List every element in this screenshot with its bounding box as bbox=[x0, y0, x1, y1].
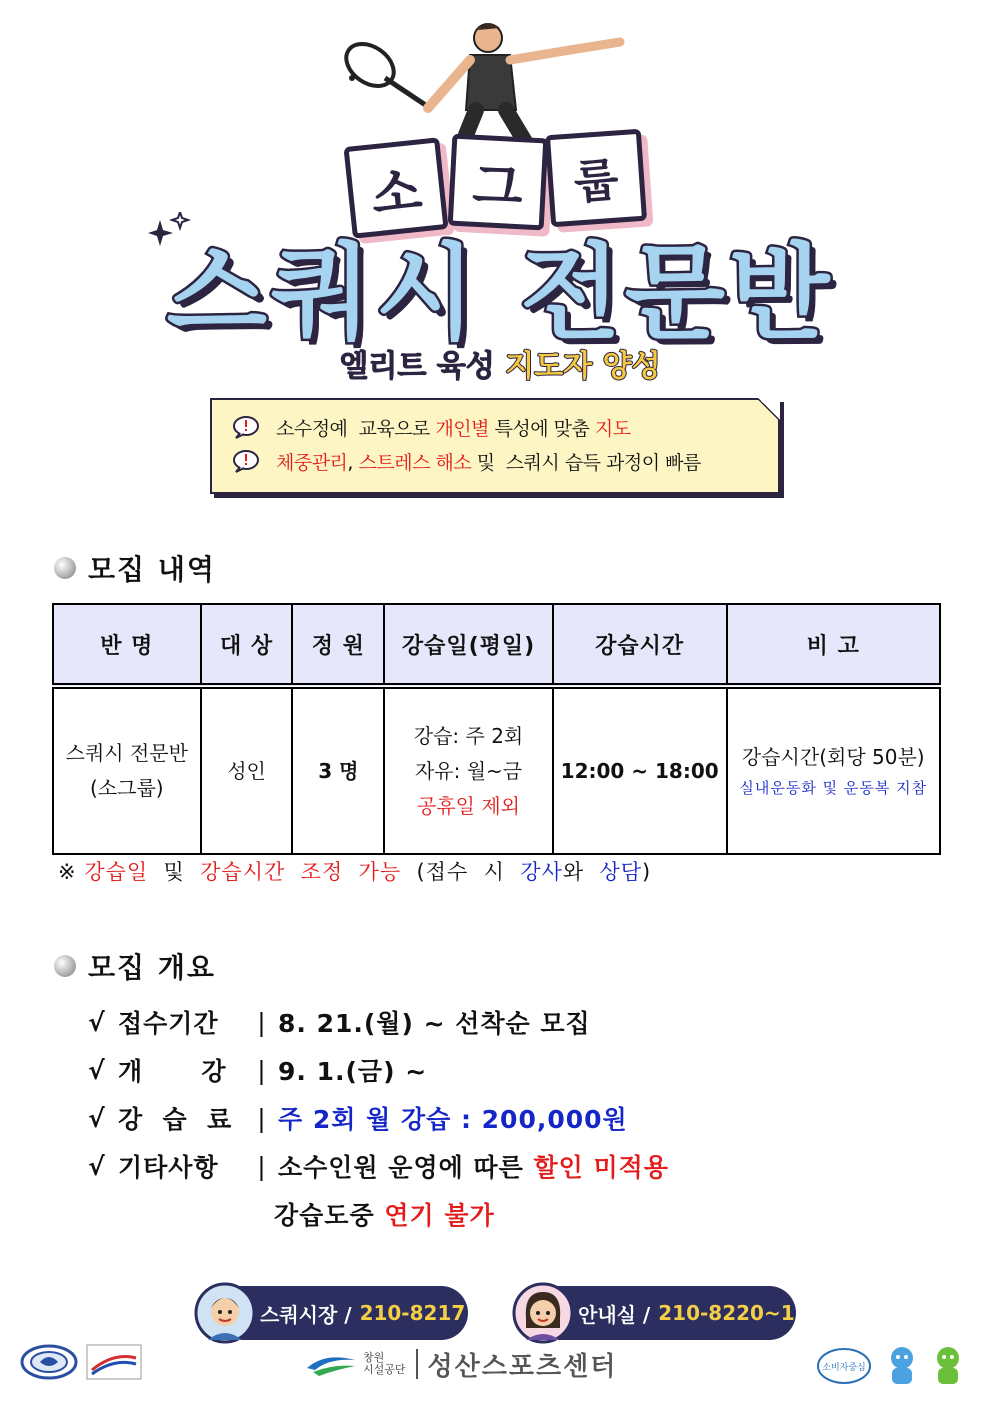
overview-row-fee bbox=[88, 1094, 669, 1142]
cell-target: 성인 bbox=[201, 686, 293, 854]
city-seal-logo bbox=[20, 1344, 78, 1380]
separator: | bbox=[257, 1103, 267, 1133]
center-name: 성산스포츠센터 bbox=[427, 1351, 618, 1382]
cell-class-name bbox=[53, 686, 201, 854]
cell-note bbox=[727, 686, 941, 854]
check-icon: √ bbox=[88, 1103, 106, 1133]
etc-value-2: 강습도중 bbox=[274, 1201, 385, 1230]
header-days: 강습일(평일) bbox=[384, 604, 553, 686]
card-geu: 그 bbox=[448, 134, 549, 231]
etc-value-line-1 bbox=[278, 1148, 669, 1184]
period-label: 접수기간 bbox=[118, 1009, 219, 1038]
note-fold-corner bbox=[758, 398, 780, 420]
speech-bubble-icon bbox=[232, 449, 260, 473]
org-line-2: 시설공단 bbox=[363, 1363, 406, 1376]
fee-label: 강 습 료 bbox=[118, 1105, 233, 1134]
flag-emblem-logo bbox=[86, 1344, 142, 1380]
overview-heading bbox=[54, 946, 216, 986]
text-segment: 특성에 맞춤 bbox=[489, 417, 595, 440]
speech-bubble-icon bbox=[232, 415, 260, 439]
squash-contact-label: 스쿼시장 / bbox=[260, 1302, 352, 1327]
bullet-dot-icon bbox=[54, 955, 76, 977]
text-segment: , bbox=[347, 451, 359, 474]
recruit-heading bbox=[54, 548, 216, 588]
small-group-cards bbox=[340, 128, 660, 248]
recruit-table bbox=[52, 603, 941, 855]
logo-divider bbox=[416, 1349, 418, 1379]
separator: | bbox=[257, 1151, 267, 1181]
consumer-logo-text: 소비자중심 bbox=[822, 1363, 866, 1373]
text-segment: 지도 bbox=[594, 417, 631, 440]
period-value: 8. 21.(월) ~ 선착순 모집 bbox=[278, 1009, 591, 1038]
etc-label: 기타사항 bbox=[118, 1153, 219, 1182]
overview-row-etc bbox=[88, 1142, 669, 1190]
text-segment: 스트레스 해소 bbox=[358, 451, 472, 474]
class-name-line-1: 스쿼시 전문반 bbox=[65, 741, 188, 765]
recruit-heading-text: 모집 내역 bbox=[88, 553, 216, 586]
info-contact-label: 안내실 / bbox=[578, 1302, 651, 1327]
text-segment: ) bbox=[642, 860, 652, 884]
text-segment: 강사 bbox=[520, 860, 563, 884]
days-line-1: 강습: 주 2회 bbox=[413, 723, 524, 748]
overview-row-etc-2 bbox=[88, 1190, 669, 1238]
separator: | bbox=[257, 1007, 267, 1037]
text-segment: ※ bbox=[58, 860, 85, 884]
text-segment: 및 bbox=[148, 860, 201, 884]
text-segment: 개인별 bbox=[435, 417, 490, 440]
etc-value-1-red: 할인 미적용 bbox=[533, 1153, 669, 1182]
etc-value-2-red: 연기 불가 bbox=[384, 1201, 495, 1230]
info-contact-number: 210-8220~1 bbox=[658, 1301, 795, 1325]
check-icon: √ bbox=[88, 1151, 106, 1181]
note-line-2-text bbox=[276, 448, 701, 475]
note-line-2 bbox=[232, 444, 778, 478]
mascot-logos bbox=[816, 1340, 976, 1388]
note-line-1-text bbox=[276, 414, 631, 441]
table-row bbox=[53, 686, 940, 854]
overview-heading-text: 모집 개요 bbox=[88, 951, 216, 984]
etc-value-1: 소수인원 운영에 따른 bbox=[278, 1153, 534, 1182]
squash-court-contact bbox=[200, 1286, 468, 1340]
right-logo-group bbox=[816, 1340, 976, 1388]
table-header-row bbox=[53, 604, 940, 686]
text-segment: 강습일 bbox=[84, 860, 149, 884]
hero-title: 스쿼시 전문반 bbox=[166, 232, 834, 354]
info-desk-contact bbox=[518, 1286, 796, 1340]
text-segment: 상담 bbox=[599, 860, 643, 884]
woman-avatar-icon bbox=[512, 1282, 574, 1344]
open-label: 개 강 bbox=[118, 1057, 227, 1086]
text-segment: (접수 시 bbox=[401, 860, 521, 884]
header-class-name: 반 명 bbox=[53, 604, 201, 686]
tagline-elite: 엘리트 육성 bbox=[339, 349, 495, 384]
man-avatar-icon bbox=[194, 1282, 256, 1344]
hero-tagline bbox=[200, 350, 800, 383]
text-segment: 소수정예 교육으로 bbox=[276, 417, 436, 440]
check-icon: √ bbox=[88, 1007, 106, 1037]
overview-row-open bbox=[88, 1046, 669, 1094]
header-capacity: 정 원 bbox=[292, 604, 384, 686]
header-time: 강습시간 bbox=[553, 604, 727, 686]
swoosh-icon bbox=[305, 1350, 357, 1378]
text-segment: 와 bbox=[562, 860, 600, 884]
note-line-time: 강습시간(회당 50분) bbox=[741, 745, 925, 770]
squash-contact-number: 210-8217 bbox=[359, 1301, 466, 1325]
days-line-2: 자유: 월~금 bbox=[414, 758, 523, 783]
feature-note bbox=[210, 398, 780, 494]
separator: | bbox=[257, 1055, 267, 1085]
cell-days bbox=[384, 686, 553, 854]
tagline-coach: 지도자 양성 bbox=[505, 349, 661, 384]
text-segment: 강습시간 조정 가능 bbox=[200, 860, 402, 884]
days-line-3: 공휴일 제외 bbox=[417, 793, 521, 818]
overview-list bbox=[88, 998, 669, 1238]
header-note: 비 고 bbox=[727, 604, 941, 686]
text-segment: 및 스쿼시 습득 과정이 빠름 bbox=[471, 451, 701, 474]
overview-row-period bbox=[88, 998, 669, 1046]
bullet-dot-icon bbox=[54, 557, 76, 579]
schedule-footnote bbox=[58, 856, 651, 886]
cell-time: 12:00 ~ 18:00 bbox=[553, 686, 727, 854]
card-rup: 룹 bbox=[545, 129, 647, 227]
fee-value: 주 2회 월 강습 : 200,000원 bbox=[278, 1105, 628, 1134]
note-line-1 bbox=[232, 410, 778, 444]
note-line-shoes: 실내운동화 및 운동복 지참 bbox=[739, 779, 928, 798]
card-so: 소 bbox=[343, 137, 448, 239]
open-value: 9. 1.(금) ~ bbox=[278, 1057, 428, 1086]
text-segment: 체중관리 bbox=[276, 451, 348, 474]
etc-value-line-2 bbox=[274, 1196, 495, 1232]
org-name bbox=[363, 1352, 406, 1376]
cell-capacity: 3 명 bbox=[292, 686, 384, 854]
header-target: 대 상 bbox=[201, 604, 293, 686]
check-icon: √ bbox=[88, 1055, 106, 1085]
sports-center-logo bbox=[305, 1344, 617, 1384]
org-line-1: 창원 bbox=[363, 1350, 385, 1364]
hero-banner bbox=[0, 0, 992, 510]
class-name-line-2: (소그룹) bbox=[90, 776, 164, 800]
